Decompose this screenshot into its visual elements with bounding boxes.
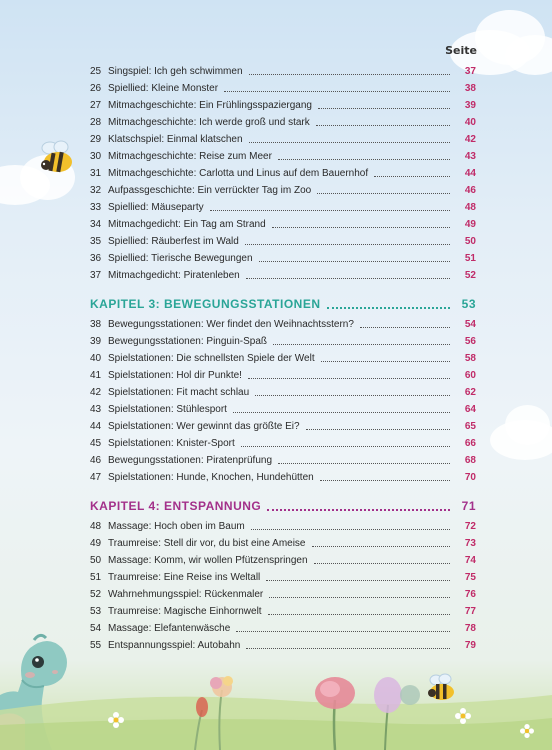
leader-dots	[249, 73, 450, 75]
toc-entry	[90, 367, 476, 384]
leader-dots	[259, 260, 450, 262]
entry-number: 38	[90, 319, 102, 330]
daisy-icon	[108, 712, 124, 728]
toc-entry	[90, 80, 476, 97]
entry-number: 49	[90, 538, 102, 549]
leader-dots	[249, 141, 450, 143]
entry-title: Mitmachgeschichte: Reise zum Meer	[108, 151, 272, 162]
leader-dots	[314, 562, 450, 564]
entry-title: Spiellied: Räuberfest im Wald	[108, 236, 239, 247]
leader-dots	[236, 630, 450, 632]
toc-entry	[90, 452, 476, 469]
entry-page: 50	[464, 236, 476, 247]
entry-page: 64	[464, 404, 476, 415]
toc-entry	[90, 637, 476, 654]
entry-title: Wahrnehmungsspiel: Rückenmaler	[108, 589, 264, 600]
entry-title: Aufpassgeschichte: Ein verrückter Tag im Zoo	[108, 185, 312, 196]
entry-title: Mitmachgedicht: Piratenleben	[108, 270, 240, 281]
bee-icon	[424, 672, 460, 704]
entry-title: Mitmachgeschichte: Ich werde groß und stark	[108, 117, 310, 128]
leader-dots	[245, 243, 450, 245]
leader-dots	[248, 377, 450, 379]
entry-number: 52	[90, 589, 102, 600]
entry-number: 26	[90, 83, 102, 94]
leader-dots	[327, 306, 450, 309]
leader-dots	[321, 360, 450, 362]
toc-entry	[90, 182, 476, 199]
entry-number: 48	[90, 521, 102, 532]
toc-entry	[90, 552, 476, 569]
entry-page: 58	[464, 353, 476, 364]
entry-number: 29	[90, 134, 102, 145]
toc-entry	[90, 216, 476, 233]
chapter-4-page: 71	[461, 499, 476, 513]
entry-page: 48	[464, 202, 476, 213]
entry-title: Bewegungsstationen: Piratenprüfung	[108, 455, 273, 466]
entry-page: 77	[464, 606, 476, 617]
entry-number: 40	[90, 353, 102, 364]
toc-entry	[90, 350, 476, 367]
entry-page: 78	[464, 623, 476, 634]
toc-entry	[90, 603, 476, 620]
leader-dots	[210, 209, 450, 211]
leader-dots	[306, 428, 450, 430]
entry-page: 79	[464, 640, 476, 651]
entry-number: 47	[90, 472, 102, 483]
toc-entry	[90, 384, 476, 401]
table-of-contents	[90, 63, 476, 654]
leader-dots	[278, 462, 450, 464]
daisy-icon	[455, 708, 471, 724]
leader-dots	[312, 545, 451, 547]
entry-page: 72	[464, 521, 476, 532]
entry-page: 70	[464, 472, 476, 483]
entry-page: 62	[464, 387, 476, 398]
entry-page: 74	[464, 555, 476, 566]
entry-number: 37	[90, 270, 102, 281]
entry-title: Entspannungsspiel: Autobahn	[108, 640, 241, 651]
leader-dots	[255, 394, 450, 396]
entry-title: Massage: Hoch oben im Baum	[108, 521, 245, 532]
leader-dots	[224, 90, 450, 92]
toc-chapter-4	[90, 518, 476, 654]
entry-page: 56	[464, 336, 476, 347]
toc-entry	[90, 97, 476, 114]
entry-number: 42	[90, 387, 102, 398]
leader-dots	[273, 343, 450, 345]
entry-page: 46	[464, 185, 476, 196]
entry-number: 43	[90, 404, 102, 415]
leader-dots	[267, 508, 450, 511]
entry-number: 44	[90, 421, 102, 432]
toc-section-1	[90, 63, 476, 284]
entry-number: 27	[90, 100, 102, 111]
toc-entry	[90, 165, 476, 182]
bee-icon	[36, 138, 80, 178]
entry-title: Spielstationen: Wer gewinnt das größte Ei?	[108, 421, 300, 432]
entry-page: 65	[464, 421, 476, 432]
leader-dots	[269, 596, 450, 598]
entry-page: 60	[464, 370, 476, 381]
entry-page: 52	[464, 270, 476, 281]
entry-page: 37	[464, 66, 476, 77]
toc-entry	[90, 518, 476, 535]
leader-dots	[374, 175, 450, 177]
entry-title: Mitmachgedicht: Ein Tag am Strand	[108, 219, 266, 230]
entry-title: Massage: Komm, wir wollen Pfützenspringen	[108, 555, 308, 566]
entry-title: Spielstationen: Hunde, Knochen, Hundehütten	[108, 472, 314, 483]
toc-entry	[90, 620, 476, 637]
entry-number: 39	[90, 336, 102, 347]
leader-dots	[317, 192, 450, 194]
entry-title: Spielstationen: Knister-Sport	[108, 438, 235, 449]
entry-page: 43	[464, 151, 476, 162]
entry-page: 66	[464, 438, 476, 449]
entry-title: Spielstationen: Stühlesport	[108, 404, 227, 415]
entry-number: 50	[90, 555, 102, 566]
entry-number: 54	[90, 623, 102, 634]
entry-number: 51	[90, 572, 102, 583]
leader-dots	[278, 158, 450, 160]
entry-page: 49	[464, 219, 476, 230]
toc-entry	[90, 316, 476, 333]
chapter-3-page: 53	[461, 297, 476, 311]
toc-entry	[90, 233, 476, 250]
toc-entry	[90, 569, 476, 586]
entry-page: 51	[464, 253, 476, 264]
daisy-icon	[520, 724, 534, 738]
toc-entry	[90, 63, 476, 80]
entry-number: 41	[90, 370, 102, 381]
entry-page: 75	[464, 572, 476, 583]
toc-entry	[90, 267, 476, 284]
entry-title: Traumreise: Magische Einhornwelt	[108, 606, 262, 617]
leader-dots	[316, 124, 450, 126]
chapter-3-heading	[90, 295, 476, 313]
toc-entry	[90, 401, 476, 418]
leader-dots	[272, 226, 450, 228]
entry-page: 38	[464, 83, 476, 94]
chapter-3-title: KAPITEL 3: BEWEGUNGSSTATIONEN	[90, 297, 321, 311]
entry-title: Bewegungsstationen: Pinguin-Spaß	[108, 336, 267, 347]
toc-entry	[90, 333, 476, 350]
toc-entry	[90, 418, 476, 435]
leader-dots	[318, 107, 450, 109]
entry-page: 40	[464, 117, 476, 128]
entry-number: 46	[90, 455, 102, 466]
flower-illustration	[300, 665, 430, 750]
entry-number: 34	[90, 219, 102, 230]
leader-dots	[268, 613, 450, 615]
entry-number: 28	[90, 117, 102, 128]
entry-page: 68	[464, 455, 476, 466]
entry-title: Spielstationen: Fit macht schlau	[108, 387, 250, 398]
flower-illustration	[180, 665, 280, 750]
entry-number: 31	[90, 168, 102, 179]
entry-title: Mitmachgeschichte: Carlotta und Linus auf dem Bauernhof	[108, 168, 369, 179]
entry-number: 25	[90, 66, 102, 77]
entry-title: Spiellied: Mäuseparty	[108, 202, 204, 213]
leader-dots	[320, 479, 450, 481]
toc-entry	[90, 148, 476, 165]
entry-title: Traumreise: Stell dir vor, du bist eine Ameise	[108, 538, 306, 549]
entry-page: 42	[464, 134, 476, 145]
leader-dots	[246, 647, 450, 649]
entry-title: Spielstationen: Die schnellsten Spiele der Welt	[108, 353, 315, 364]
entry-number: 33	[90, 202, 102, 213]
page-column-header: Seite	[445, 44, 477, 57]
toc-entry	[90, 469, 476, 486]
entry-number: 55	[90, 640, 102, 651]
cloud-right-lower	[480, 400, 552, 470]
leader-dots	[246, 277, 450, 279]
toc-entry	[90, 114, 476, 131]
entry-number: 30	[90, 151, 102, 162]
leader-dots	[233, 411, 450, 413]
entry-page: 73	[464, 538, 476, 549]
entry-title: Singspiel: Ich geh schwimmen	[108, 66, 243, 77]
chapter-4-heading	[90, 497, 476, 515]
toc-entry	[90, 250, 476, 267]
entry-number: 45	[90, 438, 102, 449]
entry-title: Klatschspiel: Einmal klatschen	[108, 134, 243, 145]
toc-entry	[90, 199, 476, 216]
entry-page: 54	[464, 319, 476, 330]
toc-entry	[90, 435, 476, 452]
toc-entry	[90, 131, 476, 148]
chapter-4-title: KAPITEL 4: ENTSPANNUNG	[90, 499, 262, 513]
entry-title: Mitmachgeschichte: Ein Frühlingsspaziergang	[108, 100, 312, 111]
toc-entry	[90, 535, 476, 552]
entry-title: Bewegungsstationen: Wer findet den Weihnachtsstern?	[108, 319, 354, 330]
entry-page: 44	[464, 168, 476, 179]
toc-chapter-3	[90, 316, 476, 486]
leader-dots	[241, 445, 450, 447]
entry-page: 76	[464, 589, 476, 600]
entry-title: Spiellied: Kleine Monster	[108, 83, 219, 94]
entry-title: Spiellied: Tierische Bewegungen	[108, 253, 253, 264]
entry-number: 36	[90, 253, 102, 264]
entry-number: 53	[90, 606, 102, 617]
entry-title: Spielstationen: Hol dir Punkte!	[108, 370, 242, 381]
leader-dots	[266, 579, 450, 581]
toc-entry	[90, 586, 476, 603]
entry-title: Massage: Elefantenwäsche	[108, 623, 231, 634]
entry-title: Traumreise: Eine Reise ins Weltall	[108, 572, 261, 583]
entry-number: 32	[90, 185, 102, 196]
leader-dots	[360, 326, 450, 328]
entry-page: 39	[464, 100, 476, 111]
entry-number: 35	[90, 236, 102, 247]
leader-dots	[251, 528, 450, 530]
